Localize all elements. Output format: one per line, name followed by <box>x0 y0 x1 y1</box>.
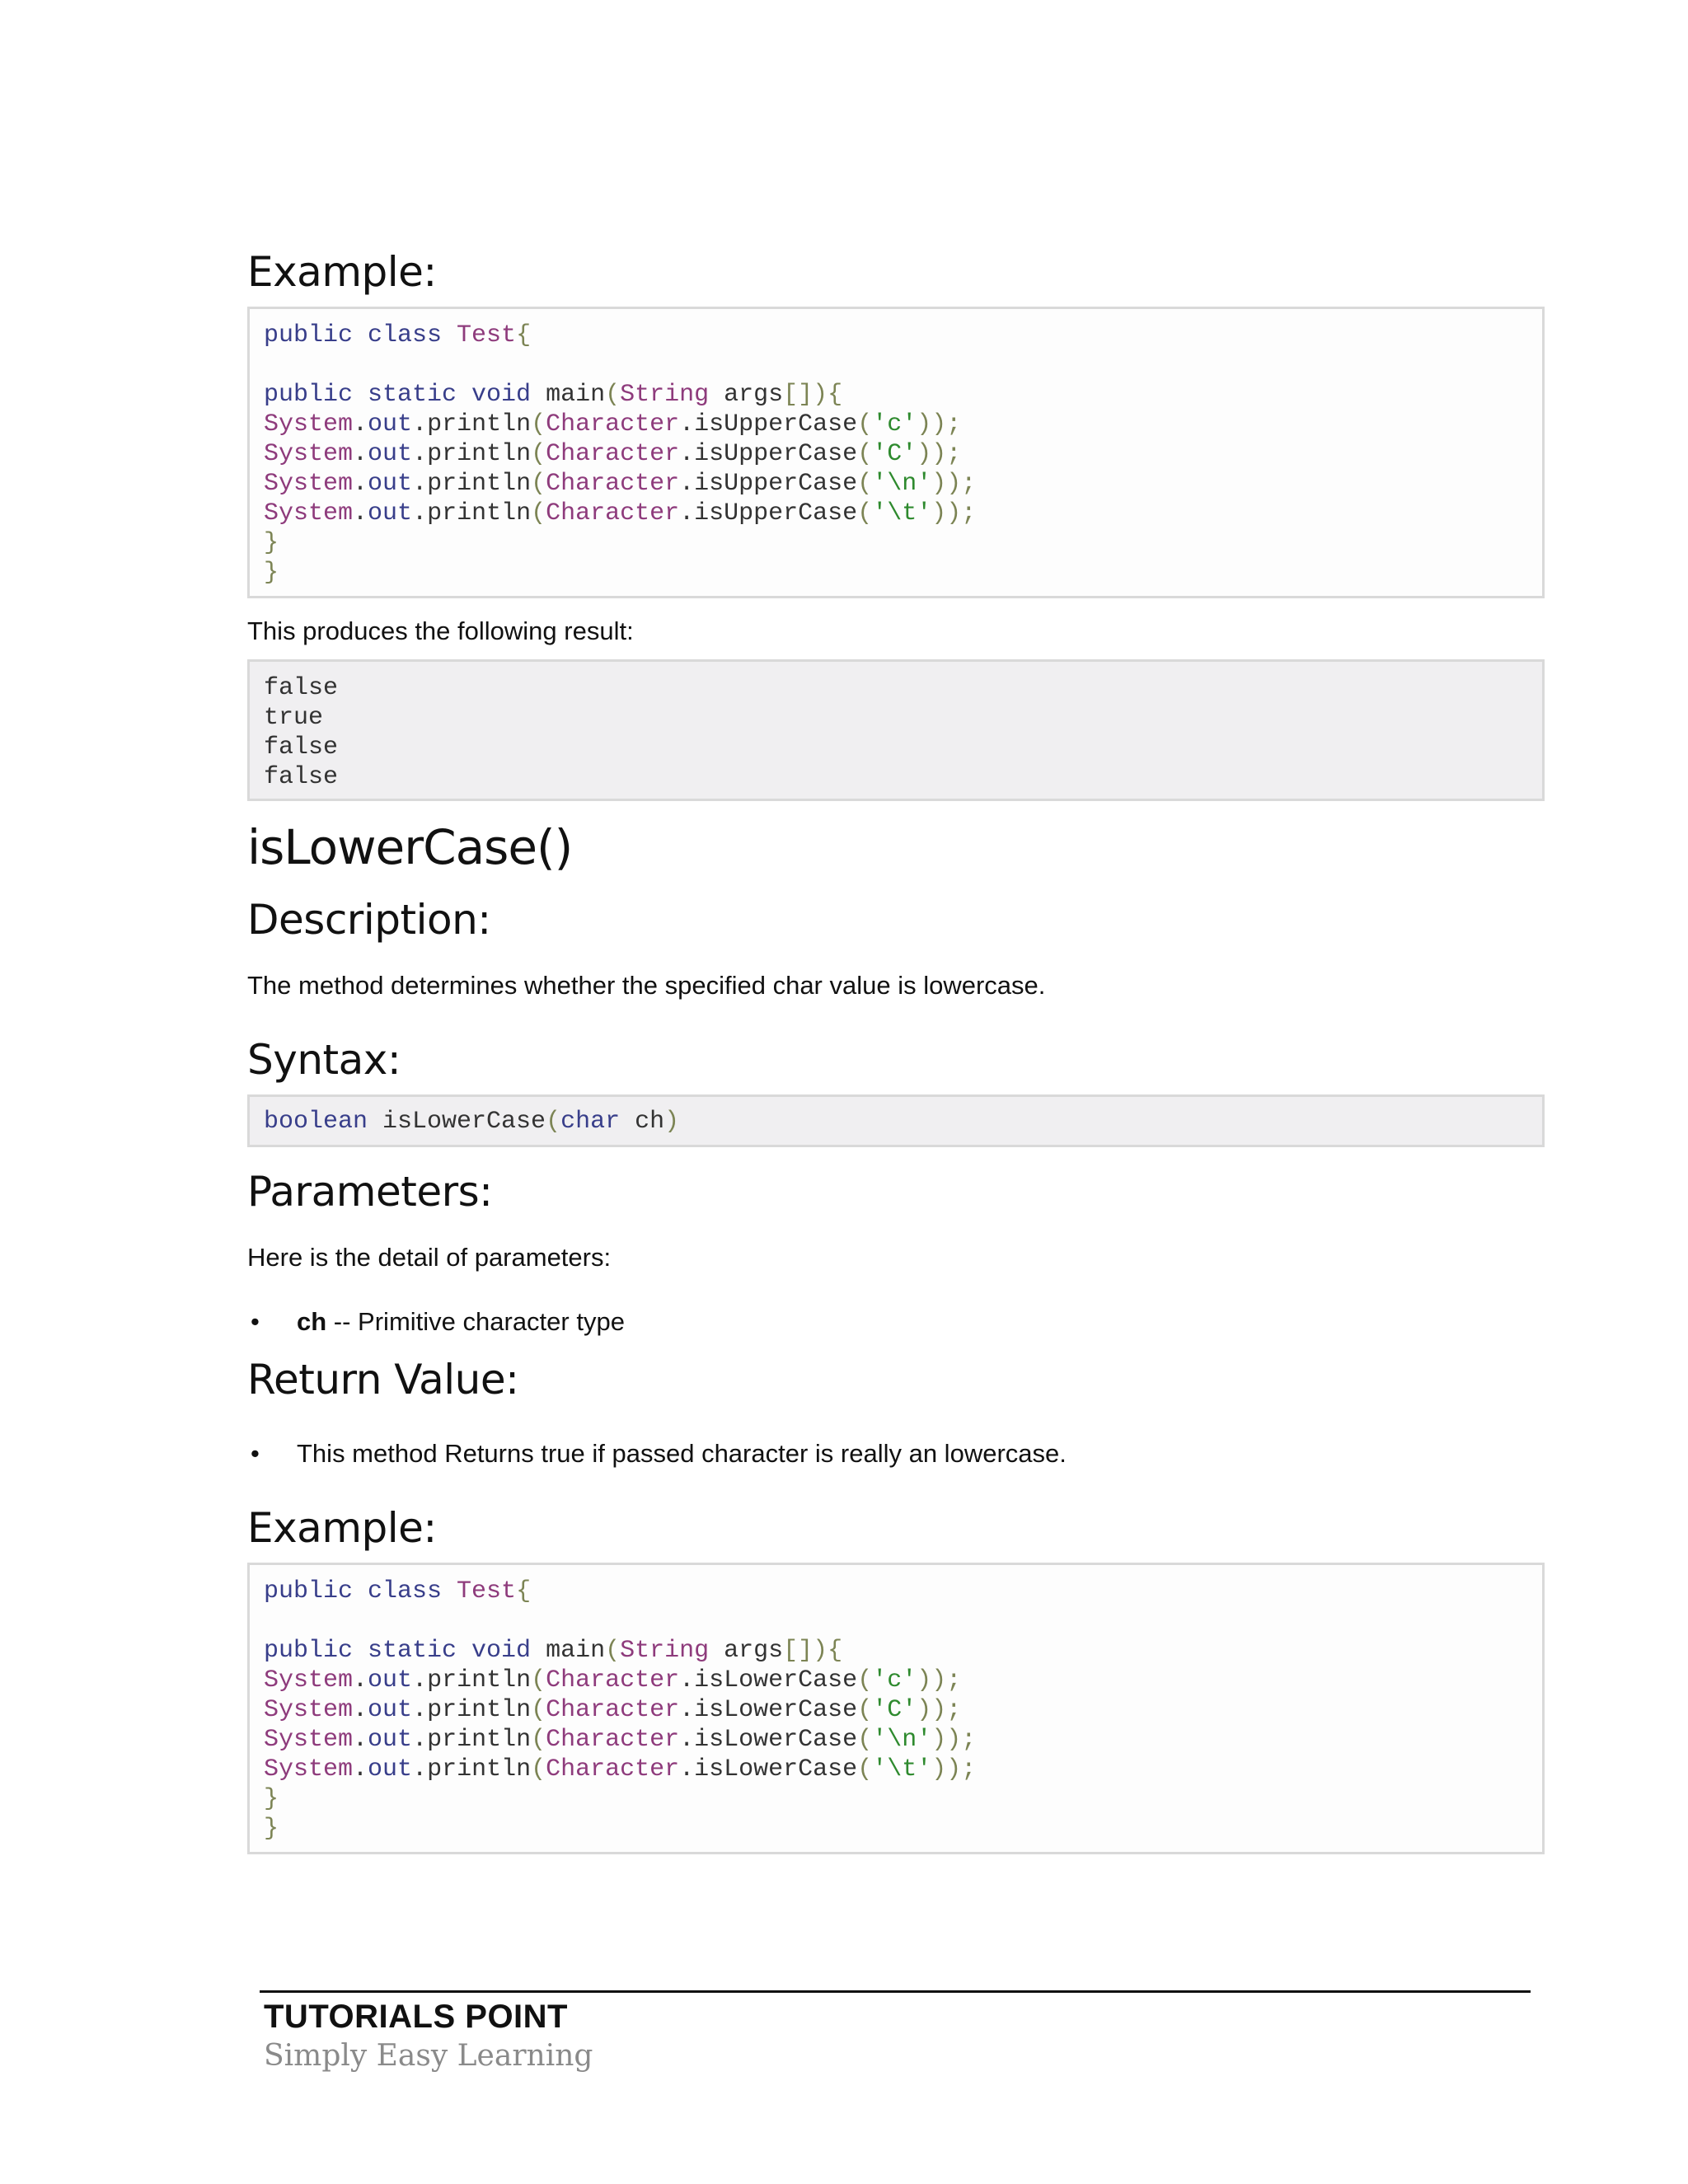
code-line: System.out.println(Character.isUpperCase('\t')); <box>264 499 977 527</box>
method-title: isLowerCase() <box>247 819 573 875</box>
footer-brand: TUTORIALS POINT <box>264 1999 568 2035</box>
code-block-isuppercase-example <box>247 307 1545 598</box>
page-content <box>247 247 1545 1854</box>
code-line: } <box>264 1784 279 1813</box>
code-line: System.out.println(Character.isLowerCase('\n')); <box>264 1725 977 1754</box>
parameter-term: ch <box>297 1306 327 1336</box>
code-line: public static void main(String args[]){ <box>264 1636 843 1665</box>
parameters-heading: Parameters: <box>247 1167 493 1216</box>
code-line: System.out.println(Character.isLowerCase('C')); <box>264 1695 962 1724</box>
code-line: } <box>264 559 279 587</box>
syntax-heading: Syntax: <box>247 1035 401 1084</box>
output-block <box>247 659 1545 801</box>
code-line: public class Test{ <box>264 321 532 349</box>
return-value-item <box>247 1437 1545 1470</box>
code-line <box>264 350 1528 380</box>
output-line: true <box>264 704 324 732</box>
code-line: System.out.println(Character.isUpperCase('C')); <box>264 440 962 468</box>
footer-divider <box>260 1990 1531 1993</box>
code-line: System.out.println(Character.isUpperCase('c')); <box>264 410 962 438</box>
code-line: public class Test{ <box>264 1577 532 1605</box>
bullet-icon: • <box>251 1306 260 1336</box>
code-block-islowercase-example <box>247 1563 1545 1854</box>
result-intro: This produces the following result: <box>247 616 634 645</box>
parameter-item <box>247 1305 1545 1338</box>
description-text: The method determines whether the specified char value is lowercase. <box>247 970 1046 1000</box>
output-line: false <box>264 674 339 702</box>
code-line: boolean isLowerCase(char ch) <box>264 1107 680 1136</box>
footer-tagline: Simply Easy Learning <box>264 2039 593 2073</box>
syntax-code-block <box>247 1094 1545 1147</box>
code-line: System.out.println(Character.isUpperCase('\n')); <box>264 470 977 498</box>
return-value-heading: Return Value: <box>247 1355 519 1404</box>
parameter-desc: -- Primitive character type <box>326 1306 625 1336</box>
example-heading: Example: <box>247 1503 437 1552</box>
code-line: public static void main(String args[]){ <box>264 381 843 409</box>
example-heading: Example: <box>247 248 437 296</box>
code-line <box>264 1606 1528 1636</box>
parameters-intro: Here is the detail of parameters: <box>247 1242 612 1272</box>
code-line: System.out.println(Character.isLowerCase('c')); <box>264 1666 962 1694</box>
return-value-text: This method Returns true if passed character is really an lowercase. <box>297 1438 1067 1468</box>
output-line: false <box>264 763 339 791</box>
code-line: } <box>264 529 279 557</box>
output-line: false <box>264 733 339 762</box>
code-line: System.out.println(Character.isLowerCase('\t')); <box>264 1755 977 1783</box>
bullet-icon: • <box>251 1438 260 1468</box>
code-line: } <box>264 1814 279 1843</box>
description-heading: Description: <box>247 895 491 944</box>
